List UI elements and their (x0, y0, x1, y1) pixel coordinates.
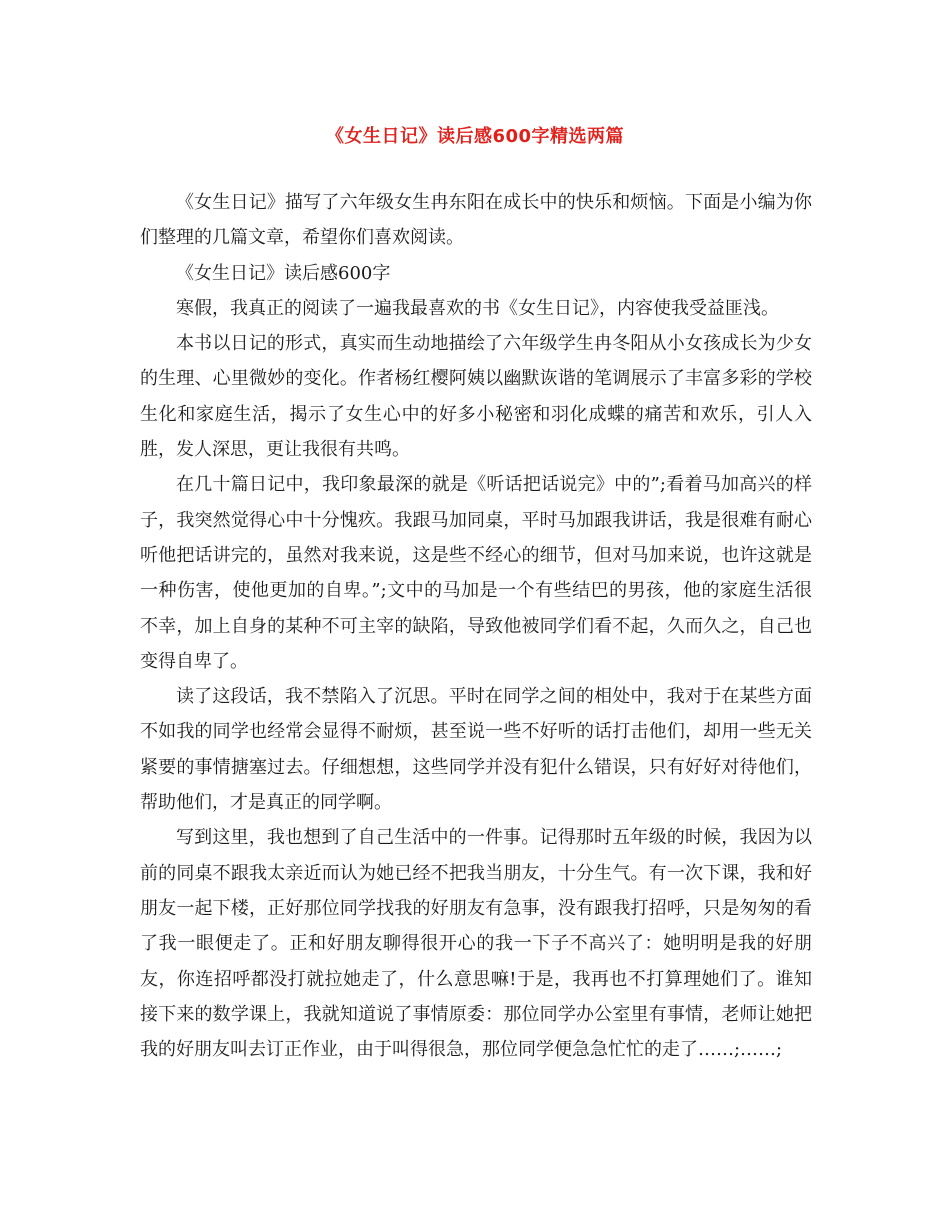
paragraph: 本书以日记的形式，真实而生动地描绘了六年级学生冉冬阳从小女孩成长为少女的生理、心里微妙的变化。作者杨红樱阿姨以幽默诙谐的笔调展示了丰富多彩的学校生化和家庭生活，揭示了女生心中的好多小秘密和羽化成蝶的痛苦和欢乐，引人入胜，发人深思，更让我很有共鸣。 (140, 333, 812, 461)
paragraph: 在几十篇日记中，我印象最深的就是《听话把话说完》中的”;看着马加高兴的样子，我突然觉得心中十分愧疚。我跟马加同桌，平时马加跟我讲话，我是很难有耐心听他把话讲完的，虽然对我来说，这是些不经心的细节，但对马加来说，也许这就是一种伤害，使他更加的自卑。”;文中的马加是一个有些结巴的男孩，他的家庭生活很不幸，加上自身的某种不可主宰的缺陷，导致他被同学们看不起，久而久之，自己也变得自卑了。 (140, 474, 812, 672)
document-body (140, 185, 812, 1067)
paragraph-intro: 《女生日记》描写了六年级女生冉东阳在成长中的快乐和烦恼。下面是小编为你们整理的几篇文章，希望你们喜欢阅读。 (140, 192, 812, 249)
document-title: 《女生日记》读后感600字精选两篇 (325, 126, 625, 147)
paragraph: 写到这里，我也想到了自己生活中的一件事。记得那时五年级的时候，我因为以前的同桌不跟我太亲近而认为她已经不把我当朋友，十分生气。有一次下课，我和好朋友一起下楼，正好那位同学找我的好朋友有急事，没有跟我打招呼，只是匆匆的看了我一眼便走了。正和好朋友聊得很开心的我一下子不高兴了：她明明是我的好朋友，你连招呼都没打就拉她走了，什么意思嘛!于是，我再也不打算理她们了。谁知接下来的数学课上，我就知道说了事情原委：那位同学办公室里有事情，老师让她把我的好朋友叫去订正作业，由于叫得很急，那位同学便急急忙忙的走了……;……; (140, 827, 812, 1061)
paragraph: 寒假，我真正的阅读了一遍我最喜欢的书《女生日记》，内容使我受益匪浅。 (176, 297, 779, 319)
section-heading: 《女生日记》读后感600字 (176, 262, 391, 284)
paragraph: 读了这段话，我不禁陷入了沉思。平时在同学之间的相处中，我对于在某些方面不如我的同学也经常会显得不耐烦，甚至说一些不好听的话打击他们，却用一些无关紧要的事情搪塞过去。仔细想想，这些同学并没有犯什么错误，只有好好对待他们，帮助他们，才是真正的同学啊。 (140, 686, 812, 814)
